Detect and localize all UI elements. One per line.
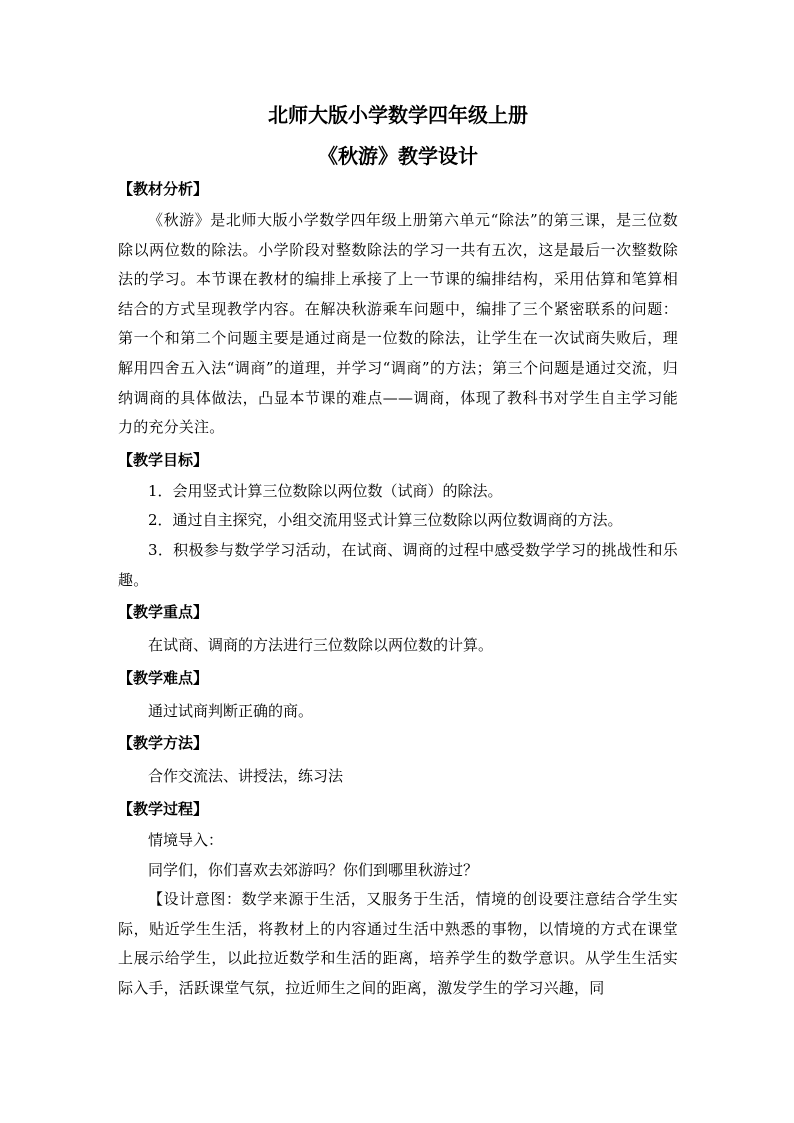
process-question: 同学们，你们喜欢去郊游吗？你们到哪里秋游过？: [148, 860, 479, 879]
goal-item-2: 2．通过自主探究，小组交流用竖式计算三位数除以两位数调商的方法。: [148, 511, 623, 530]
section-heading-key-point: 【教学重点】: [118, 603, 209, 622]
goal-item-1: 1．会用竖式计算三位数除以两位数（试商）的除法。: [148, 481, 503, 500]
goal-item-3: 3．积极参与数学学习活动，在试商、调商的过程中感受数学学习的挑战性和乐趣。: [118, 540, 678, 589]
document-page: [118, 0, 678, 1123]
document-body: [118, 176, 678, 1003]
methods-text: 合作交流法、讲授法，练习法: [148, 767, 344, 786]
difficulty-text: 通过试商判断正确的商。: [148, 701, 314, 720]
key-point-text: 在试商、调商的方法进行三位数除以两位数的计算。: [148, 636, 494, 655]
section-heading-difficulty: 【教学难点】: [118, 668, 209, 687]
section-heading-goals: 【教学目标】: [118, 450, 209, 469]
document-subtitle: 《秋游》教学设计: [318, 144, 478, 168]
section-heading-process: 【教学过程】: [118, 799, 209, 818]
analysis-paragraph: 《秋游》是北师大版小学数学四年级上册第六单元“除法”的第三课，是三位数除以两位数的除法。小学阶段对整数除法的学习一共有五次，这是最后一次整数除法的学习。本节课在教材的编排上承接了上一节课的编排结构，采用估算和笔算相结合的方式呈现教学内容。在解决秋游乘车问题中，编排了三个紧密联系的问题：第一个和第二个问题主要是通过商是一位数的除法，让学生在一次试商失败后，理解用四舍五入法“调商”的道理，并学习“调商”的方法；第三个问题是通过交流，归纳调商的具体做法，凸显本节课的难点——调商，体现了教科书对学生自主学习能力的充分关注。: [118, 211, 678, 437]
document-title: 北师大版小学数学四年级上册: [268, 103, 528, 127]
section-heading-analysis: 【教材分析】: [118, 180, 209, 198]
section-heading-methods: 【教学方法】: [118, 734, 209, 753]
process-design-intent: 【设计意图：数学来源于生活，又服务于生活，情境的创设要注意结合学生实际，贴近学生生活，将教材上的内容通过生活中熟悉的事物，以情境的方式在课堂上展示给学生，以此拉近数学和生活的距离，培养学生的数学意识。从学生生活实际入手，活跃课堂气氛，拉近师生之间的距离，激发学生的学习兴趣，同: [118, 890, 678, 997]
process-intro-label: 情境导入：: [148, 830, 224, 849]
